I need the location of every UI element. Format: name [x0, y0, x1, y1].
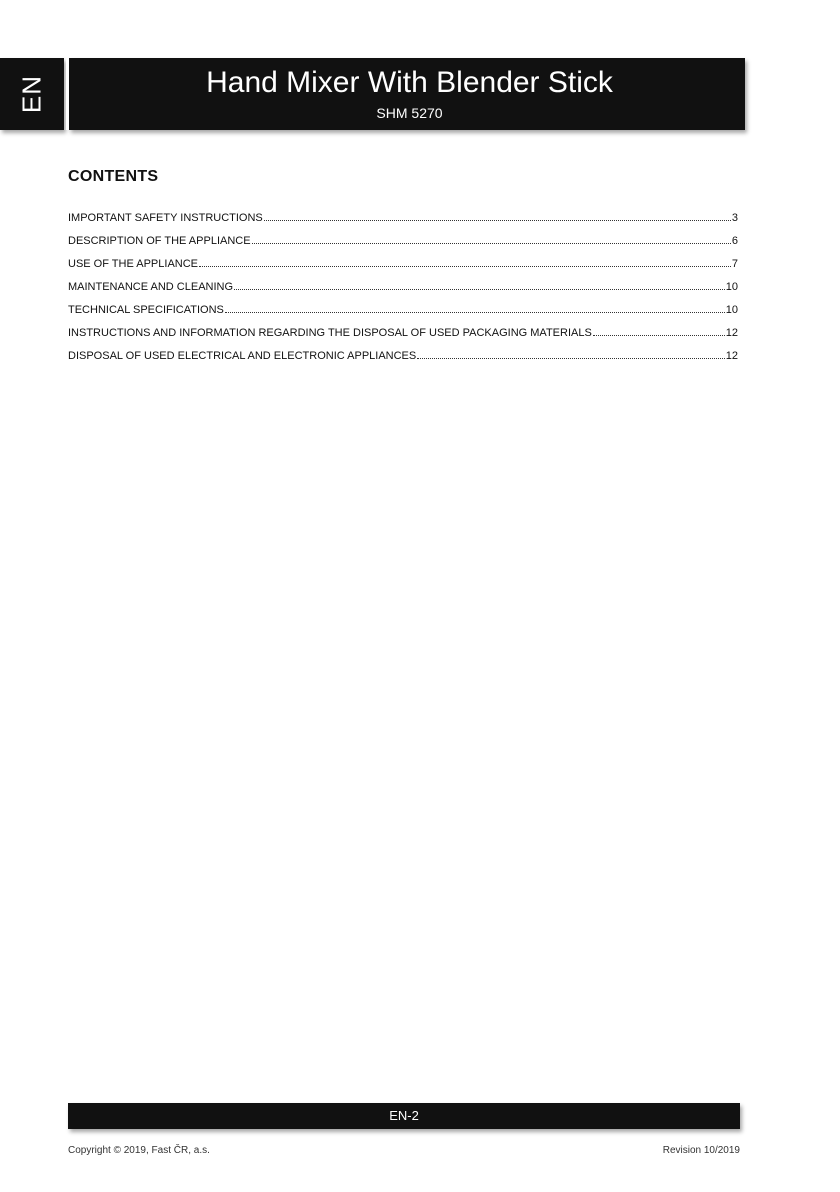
banner-divider — [66, 58, 69, 130]
toc-entry[interactable] — [68, 302, 738, 325]
page-number-bar — [68, 1103, 740, 1129]
toc-leader-dots — [593, 335, 725, 336]
title-banner — [69, 58, 745, 130]
toc-leader-dots — [234, 289, 725, 290]
toc-entry-label: INSTRUCTIONS AND INFORMATION REGARDING THE DISPOSAL OF USED PACKAGING MATERIALS — [68, 327, 592, 339]
toc-entry-page: 10 — [725, 304, 738, 316]
toc-leader-dots — [417, 358, 725, 359]
toc-entry[interactable] — [68, 233, 738, 256]
toc-entry-label: DESCRIPTION OF THE APPLIANCE — [68, 235, 251, 247]
toc-leader-dots — [252, 243, 731, 244]
toc-entry-label: IMPORTANT SAFETY INSTRUCTIONS — [68, 212, 263, 224]
toc-leader-dots — [199, 266, 731, 267]
toc-entry[interactable] — [68, 256, 738, 279]
toc-entry-label: TECHNICAL SPECIFICATIONS — [68, 304, 224, 316]
toc-leader-dots — [225, 312, 725, 313]
model-number: SHM 5270 — [376, 105, 443, 121]
copyright-notice: Copyright © 2019, Fast ČR, a.s. — [68, 1145, 210, 1156]
toc-entry[interactable] — [68, 325, 738, 348]
toc-entry-page: 12 — [725, 350, 738, 362]
toc-entry-page: 12 — [725, 327, 738, 339]
toc-entry-page: 6 — [731, 235, 738, 247]
document-title: Hand Mixer With Blender Stick — [206, 66, 613, 99]
toc-entry-page: 10 — [725, 281, 738, 293]
toc-leader-dots — [264, 220, 731, 221]
toc-entry-page: 3 — [731, 212, 738, 224]
toc-entry-label: DISPOSAL OF USED ELECTRICAL AND ELECTRONIC APPLIANCES — [68, 350, 417, 362]
toc-entry-label: USE OF THE APPLIANCE — [68, 258, 199, 270]
contents-heading: CONTENTS — [68, 168, 159, 185]
toc-entry[interactable] — [68, 210, 738, 233]
toc-entry-label: MAINTENANCE AND CLEANING — [68, 281, 234, 293]
toc-entry[interactable] — [68, 279, 738, 302]
revision-label: Revision 10/2019 — [662, 1145, 740, 1156]
page-number: EN-2 — [389, 1108, 419, 1123]
toc-entry[interactable] — [68, 348, 738, 371]
table-of-contents — [68, 210, 738, 371]
toc-entry-page: 7 — [731, 258, 738, 270]
language-tab-label: EN — [16, 74, 47, 114]
language-tab — [0, 58, 64, 130]
